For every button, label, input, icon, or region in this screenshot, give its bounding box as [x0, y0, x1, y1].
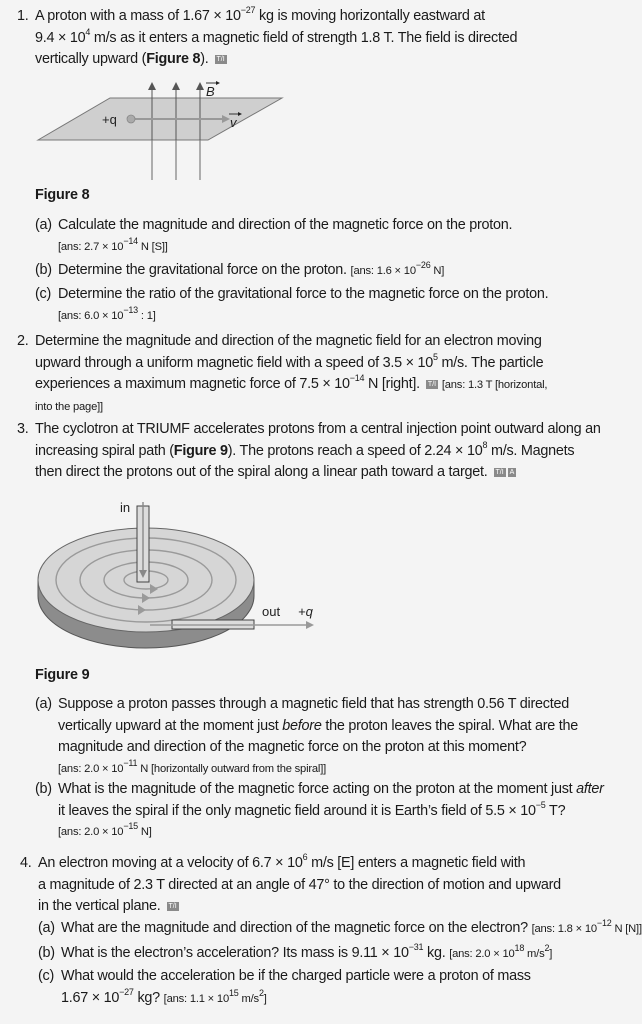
figure-9-label: Figure 9: [35, 667, 90, 683]
q4a-text: What are the magnitude and direction of the magnetic force on the electron? [ans: $1.8 \times 10^{-12}$ N [N]]: [61, 918, 642, 936]
field-arrow-icon: [196, 82, 204, 90]
q4c-label: (c): [38, 968, 55, 984]
proton-dot: [127, 115, 135, 123]
q4-number: 4.: [20, 855, 32, 871]
figure-8-label: Figure 8: [35, 187, 90, 203]
ti-tag: T/I: [168, 902, 177, 910]
q3a-label: (a): [35, 696, 52, 712]
q1b-label: (b): [35, 262, 52, 278]
charge-label: +q: [102, 112, 117, 127]
q1a-text: Calculate the magnitude and direction of the magnetic force on the proton. [ans: $2.7 \times 10^{-14}$ N [S]]: [58, 217, 513, 253]
q3b-label: (b): [35, 781, 52, 797]
ti-tag: T/I: [427, 380, 437, 388]
q2-number: 2.: [17, 333, 29, 349]
charge-label: +q: [298, 604, 313, 619]
q3-number: 3.: [17, 421, 29, 437]
q1a-label: (a): [35, 217, 52, 233]
ti-tag: T/I: [495, 468, 504, 476]
q1c-label: (c): [35, 286, 52, 302]
field-arrow-icon: [172, 82, 180, 90]
b-field-label: B: [206, 84, 215, 99]
figure-8-diagram: [30, 76, 290, 180]
figure-9-cyclotron: [30, 492, 340, 662]
q4b-label: (b): [38, 945, 55, 961]
q1-stem: A proton with a mass of $1.67 \times 10^{-27}$ kg is moving horizontally eastward at $9.4 \times 10^4$ m/s as it enters a magnetic field of strength 1.8 T. The field is directed vertically upward (Figure 8). T/I: [35, 5, 518, 67]
q3b-text: What is the magnitude of the magnetic force acting on the proton at the moment just after it leaves the spiral if the only magnetic field around it is Earth’s field of $5.5 \times 10^{-5}$ T? [ans: $2.0 \times 10^{-15}$ N]: [58, 781, 604, 838]
in-label: in: [120, 500, 131, 515]
a-tag: A: [509, 468, 515, 476]
ti-tag: T/I: [216, 55, 225, 63]
q4-stem: An electron moving at a velocity of $6.7 \times 10^6$ m/s [E] enters a magnetic field with a magnitude of 2.3 T directed at an angle of 47° to the direction of motion and upward in the vertical plane. T/I: [38, 852, 561, 914]
q4a-label: (a): [38, 920, 55, 936]
field-arrow-icon: [148, 82, 156, 90]
q1b-text: Determine the gravitational force on the proton. [ans: $1.6 \times 10^{-26}$ N]: [58, 260, 445, 278]
q4c-text: What would the acceleration be if the charged particle were a proton of mass $1.67 \times 10^{-27}$ kg? [ans: $1.1 \times 10^{15}$ $m/s^2$]: [61, 968, 531, 1006]
right-arrow-icon: [306, 621, 314, 629]
out-label: out: [262, 604, 281, 619]
q3-stem: The cyclotron at TRIUMF accelerates protons from a central injection point outward along an increasing spiral path (Figure 9). The protons reach a speed of $2.24 \times 10^8$ m/s. Magnets then direct the protons out of the spiral along a linear path toward a target. T/I A: [35, 421, 601, 480]
q1-number: 1.: [17, 8, 29, 24]
q3a-text: Suppose a proton passes through a magnetic field that has strength 0.56 T directed vertically upward at the moment just before the proton leaves the spiral. What are the magnitude and direction of the magnetic force on the proton at this moment? [ans: $2.0 \times 10^{-11}$ N [horizontally outward from the spiral]]: [58, 696, 579, 775]
q4b-text: What is the electron’s acceleration? Its mass is $9.11 \times 10^{-31}$ kg. [ans: $2.0 \times 10^{18}$ $m/s^2$]: [61, 942, 553, 961]
q2-stem: Determine the magnitude and direction of the magnetic field for an electron moving upward through a uniform magnetic field with a speed of $3.5 \times 10^5$ m/s. The particle experiences a maximum magnetic force of $7.5 \times 10^{-14}$ N [right]. T/I [ans: 1.3 T [horizontal, into the page]]: [35, 333, 548, 413]
q1c-text: Determine the ratio of the gravitational force to the magnetic force on the proton. [ans: $6.0 \times 10^{-13}$ : 1]: [58, 286, 549, 322]
v-label: v: [230, 115, 237, 130]
